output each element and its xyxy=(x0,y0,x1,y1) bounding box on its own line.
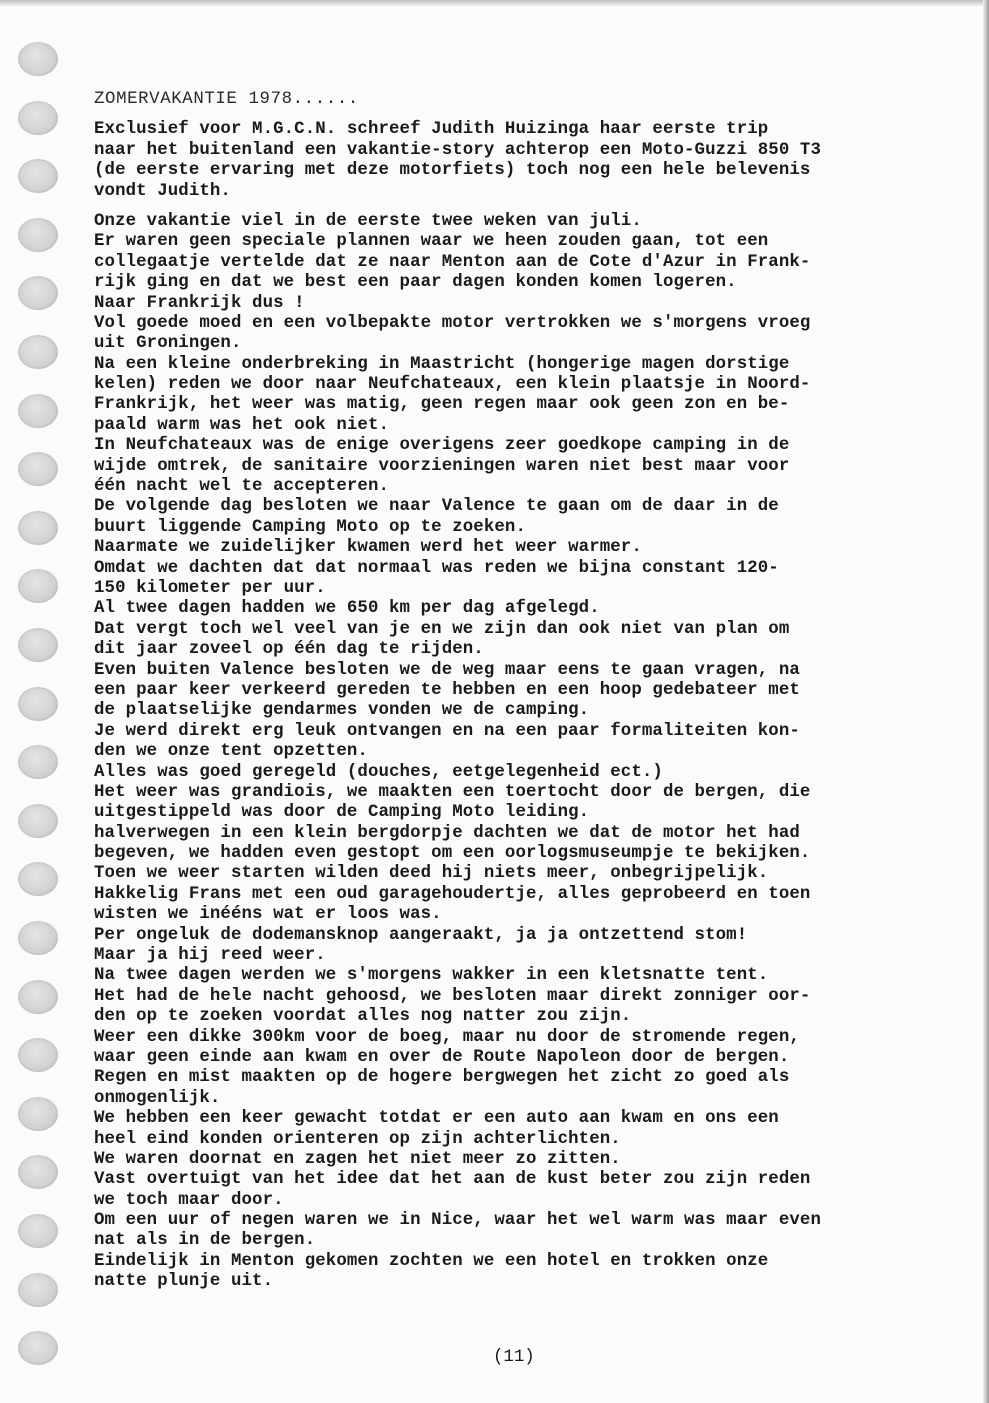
body-line: een paar keer verkeerd gereden te hebben en een hoop gedebateer met xyxy=(94,680,800,700)
body-line: Vast overtuigt van het idee dat het aan de kust beter zou zijn reden xyxy=(94,1170,811,1190)
intro-line: vondt Judith. xyxy=(94,181,231,201)
intro-paragraph xyxy=(94,120,954,202)
body-line: paald warm was het ook niet. xyxy=(94,415,390,435)
page-number: (11) xyxy=(493,1348,535,1367)
body-line: kelen) reden we door naar Neufchateaux, een klein plaatsje in Noord- xyxy=(94,375,811,395)
body-line: den op te zoeken voordat alles nog natter zou zijn. xyxy=(94,1007,632,1027)
body-line: de plaatselijke gendarmes vonden we de camping. xyxy=(94,701,590,721)
binder-hole xyxy=(18,921,58,955)
binder-hole xyxy=(18,628,58,662)
binder-hole xyxy=(18,42,58,76)
page-top-edge xyxy=(0,0,989,6)
binder-hole xyxy=(18,218,58,252)
body-line: wijde omtrek, de sanitaire voorzieningen waren niet best maar voor xyxy=(94,456,790,476)
body-line: Hakkelig Frans met een oud garagehoudertje, alles geprobeerd en toen xyxy=(94,884,811,904)
binder-hole xyxy=(18,452,58,486)
body-line: Frankrijk, het weer was matig, geen regen maar ook geen zon en be- xyxy=(94,395,790,415)
body-line: Naar Frankrijk dus ! xyxy=(94,293,305,313)
binder-hole xyxy=(18,1097,58,1131)
body-line: Naarmate we zuidelijker kwamen werd het weer warmer. xyxy=(94,538,642,558)
body-line: rijk ging en dat we best een paar dagen konden komen logeren. xyxy=(94,273,737,293)
document-title: ZOMERVAKANTIE 1978...... xyxy=(94,90,359,109)
binder-hole xyxy=(18,687,58,721)
body-line: Na een kleine onderbreking in Maastricht (hongerige magen dorstige xyxy=(94,354,790,374)
binder-hole xyxy=(18,980,58,1014)
binder-hole xyxy=(18,159,58,193)
body-line: uitgestippeld was door de Camping Moto leiding. xyxy=(94,803,590,823)
body-line: Alles was goed geregeld (douches, eetgelegenheid ect.) xyxy=(94,762,663,782)
body-line: Per ongeluk de dodemansknop aangeraakt, ja ja ontzettend stom! xyxy=(94,925,748,945)
body-line: Vol goede moed en een volbepakte motor vertrokken we s'morgens vroeg xyxy=(94,313,811,333)
binder-hole xyxy=(18,862,58,896)
body-line: Na twee dagen werden we s'morgens wakker in een kletsnatte tent. xyxy=(94,966,769,986)
binder-hole xyxy=(18,804,58,838)
body-line: nat als in de bergen. xyxy=(94,1231,316,1251)
binder-hole xyxy=(18,1155,58,1189)
body-line: Al twee dagen hadden we 650 km per dag afgelegd. xyxy=(94,599,600,619)
body-line: één nacht wel te accepteren. xyxy=(94,477,390,497)
body-line: In Neufchateaux was de enige overigens zeer goedkope camping in de xyxy=(94,436,790,456)
body-line: Onze vakantie viel in de eerste twee weken van juli. xyxy=(94,211,642,231)
intro-line: Exclusief voor M.G.C.N. schreef Judith Huizinga haar eerste trip xyxy=(94,120,769,140)
body-line: Maar ja hij reed weer. xyxy=(94,946,326,966)
body-line: natte plunje uit. xyxy=(94,1272,274,1292)
body-line: heel eind konden orienteren op zijn achterlichten. xyxy=(94,1129,621,1149)
binder-hole xyxy=(18,335,58,369)
body-line: Toen we weer starten wilden deed hij niets meer, onbegrijpelijk. xyxy=(94,864,769,884)
body-line: Dat vergt toch wel veel van je en we zijn dan ook niet van plan om xyxy=(94,619,790,639)
body-line: We hebben een keer gewacht totdat er een auto aan kwam en ons een xyxy=(94,1109,779,1129)
body-line: begeven, we hadden even gestopt om een oorlogsmuseumpje te bekijken. xyxy=(94,844,811,864)
body-line: Je werd direkt erg leuk ontvangen en na een paar formaliteiten kon- xyxy=(94,721,800,741)
intro-line: (de eerste ervaring met deze motorfiets) toch nog een hele belevenis xyxy=(94,161,811,181)
body-line: halverwegen in een klein bergdorpje dachten we dat de motor het had xyxy=(94,823,800,843)
body-line: De volgende dag besloten we naar Valence te gaan om de daar in de xyxy=(94,497,779,517)
body-line: dit jaar zoveel op één dag te rijden. xyxy=(94,640,484,660)
body-line: Omdat we dachten dat dat normaal was reden we bijna constant 120- xyxy=(94,558,779,578)
body-line: den we onze tent opzetten. xyxy=(94,742,368,762)
body-line: Eindelijk in Menton gekomen zochten we een hotel en trokken onze xyxy=(94,1251,769,1271)
intro-gap xyxy=(94,202,954,212)
binder-hole xyxy=(18,101,58,135)
body-line: we toch maar door. xyxy=(94,1190,284,1210)
body-line: Regen en mist maakten op de hogere bergwegen het zicht zo goed als xyxy=(94,1068,790,1088)
intro-line: naar het buitenland een vakantie-story achterop een Moto-Guzzi 850 T3 xyxy=(94,140,821,160)
body-line: We waren doornat en zagen het niet meer zo zitten. xyxy=(94,1149,621,1169)
binder-hole xyxy=(18,569,58,603)
binder-hole xyxy=(18,1273,58,1307)
title-gap xyxy=(94,110,954,120)
binder-hole xyxy=(18,1331,58,1365)
body-line: onmogenlijk. xyxy=(94,1088,221,1108)
body-line: wisten we inééns wat er loos was. xyxy=(94,905,442,925)
body-line: buurt liggende Camping Moto op te zoeken. xyxy=(94,517,526,537)
body-line: uit Groningen. xyxy=(94,334,242,354)
binder-hole xyxy=(18,745,58,779)
body-line: Weer een dikke 300km voor de boeg, maar nu door de stromende regen, xyxy=(94,1027,800,1047)
page-right-edge xyxy=(983,0,989,1403)
body-line: 150 kilometer per uur. xyxy=(94,578,326,598)
body-line: waar geen einde aan kwam en over de Route Napoleon door de bergen. xyxy=(94,1047,790,1067)
body-line: Er waren geen speciale plannen waar we heen zouden gaan, tot een xyxy=(94,232,769,252)
binder-hole xyxy=(18,1038,58,1072)
body-line: Het weer was grandiois, we maakten een toertocht door de bergen, die xyxy=(94,782,811,802)
document-text xyxy=(94,90,954,1293)
story-body xyxy=(94,212,954,1293)
binder-holes xyxy=(18,42,60,1402)
body-line: Om een uur of negen waren we in Nice, waar het wel warm was maar even xyxy=(94,1211,821,1231)
body-line: Het had de hele nacht gehoosd, we besloten maar direkt zonniger oor- xyxy=(94,986,811,1006)
binder-hole xyxy=(18,511,58,545)
binder-hole xyxy=(18,1214,58,1248)
body-line: Even buiten Valence besloten we de weg maar eens te gaan vragen, na xyxy=(94,660,800,680)
binder-hole xyxy=(18,276,58,310)
binder-hole xyxy=(18,394,58,428)
body-line: collegaatje vertelde dat ze naar Menton aan de Cote d'Azur in Frank- xyxy=(94,252,811,272)
